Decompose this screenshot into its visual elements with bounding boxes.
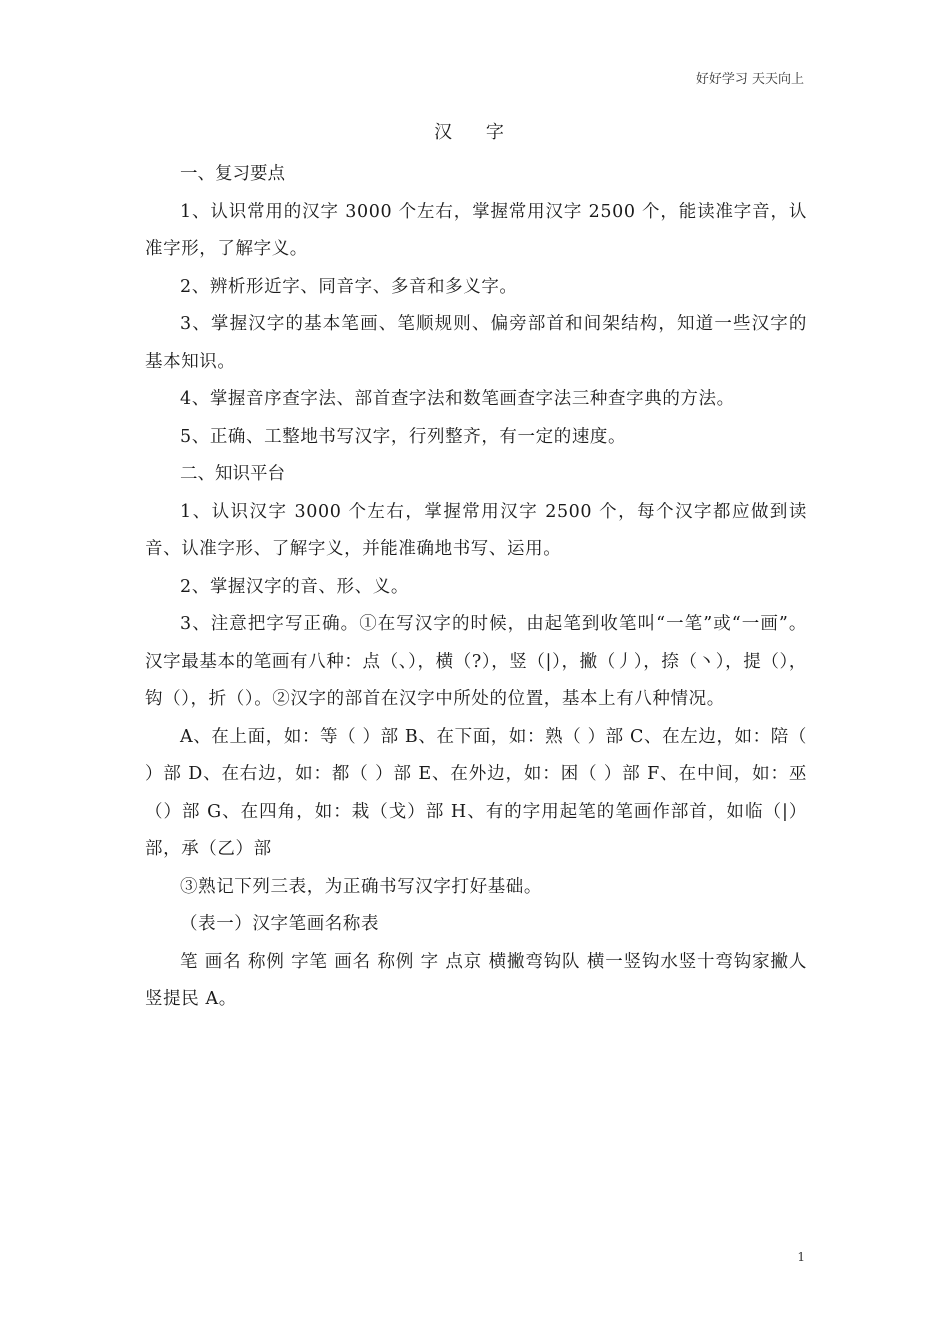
page-header: 好好学习 天天向上: [695, 72, 804, 87]
document-title: 汉 字: [434, 122, 518, 143]
paragraph: 3、注意把字写正确。①在写汉字的时候，由起笔到收笔叫“一笔”或“一画”。汉字最基本的笔画有八种：点（、），横（?），竖（|），撇（丿），捺（丶），提（），钩（），折（）。②汉字的部首在汉字中所处的位置，基本上有八种情况。: [145, 614, 807, 709]
section-heading-knowledge: 二、知识平台: [180, 464, 285, 484]
paragraph: 3、掌握汉字的基本笔画、笔顺规则、偏旁部首和间架结构，知道一些汉字的基本知识。: [145, 314, 807, 372]
document-body: [145, 118, 807, 1019]
paragraph: 5、正确、工整地书写汉字，行列整齐，有一定的速度。: [180, 426, 627, 447]
paragraph: 4、掌握音序查字法、部首查字法和数笔画查字法三种查字典的方法。: [180, 389, 735, 409]
page-number: 1: [797, 1250, 805, 1264]
paragraph: 2、掌握汉字的音、形、义。: [180, 576, 409, 597]
paragraph: 笔 画名 称例 字笔 画名 称例 字 点京 横撇弯钩队 横一竖钩水竖十弯钩家撇人竖提民 A。: [145, 951, 807, 1009]
paragraph: A、在上面，如：等（ ）部 B、在下面，如：熟（ ）部 C、在左边，如：陪（ ）部 D、在右边，如：都（ ）部 E、在外边，如：困（ ）部 F、在中间，如：巫（）部 G、在四角，如：栽（戈）部 H、有的字用起笔的笔画作部首，如临（|）部，承（乙）部: [145, 726, 807, 859]
paragraph: 2、辨析形近字、同音字、多音和多义字。: [180, 276, 518, 297]
paragraph: 1、认识汉字 3000 个左右，掌握常用汉字 2500 个，每个汉字都应做到读音、认准字形、了解字义，并能准确地书写、运用。: [145, 501, 807, 559]
paragraph: ③熟记下列三表，为正确书写汉字打好基础。: [180, 876, 542, 897]
table-caption: （表一）汉字笔画名称表: [180, 914, 380, 934]
paragraph: 1、认识常用的汉字 3000 个左右，掌握常用汉字 2500 个，能读准字音，认准字形，了解字义。: [145, 201, 807, 259]
section-heading-review: 一、复习要点: [180, 164, 285, 184]
